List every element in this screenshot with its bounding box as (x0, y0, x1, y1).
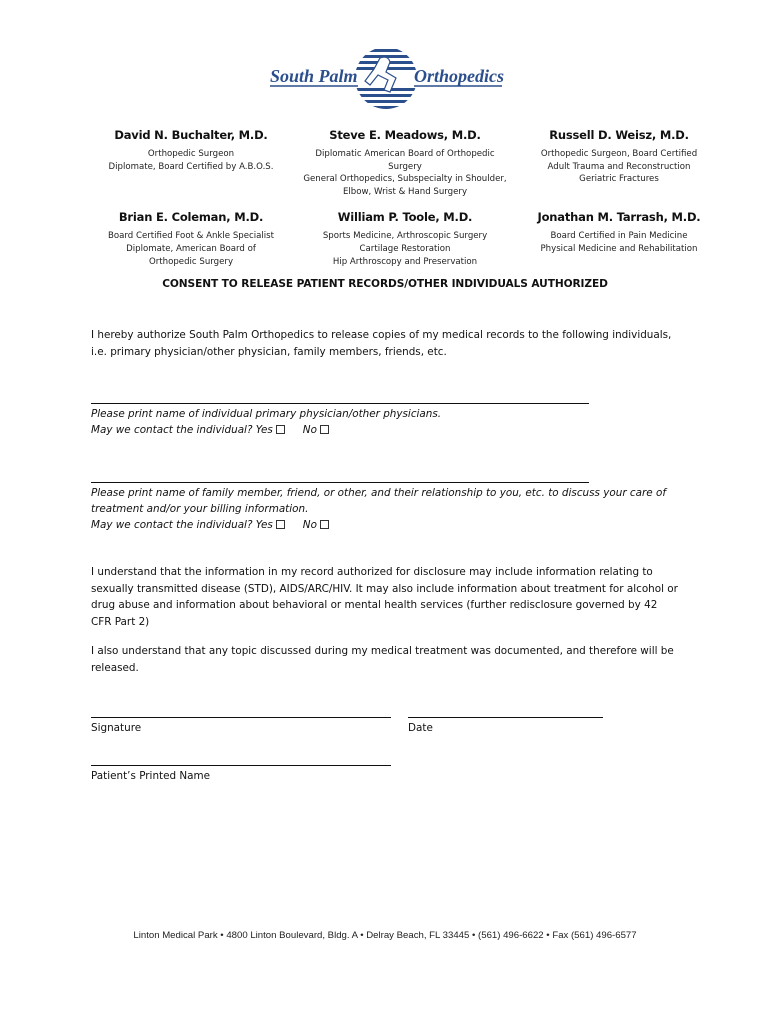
printed-name-label: Patient’s Printed Name (91, 770, 211, 782)
topics-statement: I also understand that any topic discussed during my medical treatment was documented, and therefore will be released. (91, 645, 674, 674)
physician-entry (84, 128, 298, 198)
physician-credential: Geriatric Fractures (579, 174, 659, 185)
physician-credential: Board Certified Foot & Ankle Specialist (107, 231, 275, 242)
physician-credential: Diplomate, American Board of (126, 243, 256, 254)
physician-entry (512, 210, 726, 268)
physician-name: Jonathan M. Tarrash, M.D. (537, 210, 701, 225)
physician-name: Russell D. Weisz, M.D. (549, 128, 689, 142)
no-label: No (302, 424, 317, 436)
physician-credential: Diplomate, Board Certified by A.B.O.S. (108, 161, 274, 172)
physician-name-field[interactable] (91, 403, 589, 404)
authorization-intro: I hereby authorize South Palm Orthopedics to release copies of my medical records to the following individuals, i.e. primary physician/other physician, family members, friends, etc. (91, 329, 672, 358)
family-field-instruction-line-1: Please print name of family member, friend, or other, and their relationship to you, etc. to discuss your care of (91, 487, 666, 499)
disclosure-statement: I understand that the information in my record authorized for disclosure may include information relating to sexually transmitted disease (STD), AIDS/ARC/HIV. It may also include information about treatment for alcohol or drug abuse and information about behavioral or mental health services (further redisclosure governed by 42 CFR Part 2) (91, 566, 678, 628)
practice-address-footer: Linton Medical Park • 4800 Linton Boulevard, Bldg. A • Delray Beach, FL 33445 • (561) 496-6622 • Fax (561) 496-6577 (133, 930, 637, 941)
contact-question-text: May we contact the individual? (91, 519, 253, 531)
date-label: Date (408, 722, 433, 734)
south-palm-orthopedics-logo (268, 44, 504, 112)
physician-credential: General Orthopedics, Subspecialty in Shoulder, (303, 174, 507, 185)
physician-credential: Cartilage Restoration (359, 243, 451, 254)
physician-name: David N. Buchalter, M.D. (114, 128, 268, 142)
contact-question-text: May we contact the individual? (91, 424, 253, 436)
physician-entry (298, 210, 512, 268)
yes-checkbox-2[interactable] (276, 520, 285, 529)
physician-entry (84, 210, 298, 268)
signature-field[interactable] (91, 717, 391, 718)
physician-credential: Orthopedic Surgeon (147, 149, 235, 159)
physician-credential: Adult Trauma and Reconstruction (547, 161, 691, 172)
yes-label: Yes (255, 519, 273, 531)
printed-name-field[interactable] (91, 765, 391, 766)
physician-credential: Orthopedic Surgeon, Board Certified (540, 149, 698, 159)
physician-field-instruction: Please print name of individual primary physician/other physicians. (91, 408, 442, 420)
physician-credential: Orthopedic Surgery (148, 256, 234, 267)
physician-credential: Physical Medicine and Rehabilitation (540, 243, 698, 254)
physician-credential: Sports Medicine, Arthroscopic Surgery (322, 231, 488, 242)
contact-question-2 (91, 517, 681, 534)
yes-label: Yes (255, 424, 273, 436)
logo-text-right: Orthopedics (414, 66, 504, 86)
physician-name: William P. Toole, M.D. (337, 210, 473, 225)
family-field-instruction-line-2: treatment and/or your billing information. (91, 503, 309, 515)
physician-credential: Board Certified in Pain Medicine (550, 231, 688, 242)
yes-checkbox-1[interactable] (276, 425, 285, 434)
no-label: No (302, 519, 317, 531)
logo-emblem-icon (268, 44, 504, 112)
physician-credential: Hip Arthroscopy and Preservation (332, 256, 478, 267)
no-checkbox-2[interactable] (320, 520, 329, 529)
signature-label: Signature (91, 722, 142, 734)
logo-text-left: South Palm (270, 66, 358, 86)
physician-credential: Diplomatic American Board of Orthopedic Surgery (315, 149, 495, 172)
form-title: CONSENT TO RELEASE PATIENT RECORDS/OTHER INDIVIDUALS AUTHORIZED (162, 278, 608, 290)
physician-name: Steve E. Meadows, M.D. (329, 128, 481, 142)
no-checkbox-1[interactable] (320, 425, 329, 434)
physician-credential: Elbow, Wrist & Hand Surgery (342, 186, 468, 197)
physician-entry (298, 128, 512, 198)
family-member-name-field[interactable] (91, 482, 589, 483)
date-field[interactable] (408, 717, 603, 718)
physician-directory (84, 128, 726, 268)
contact-question-1 (91, 422, 681, 439)
physician-name: Brian E. Coleman, M.D. (118, 210, 264, 225)
physician-entry (512, 128, 726, 198)
